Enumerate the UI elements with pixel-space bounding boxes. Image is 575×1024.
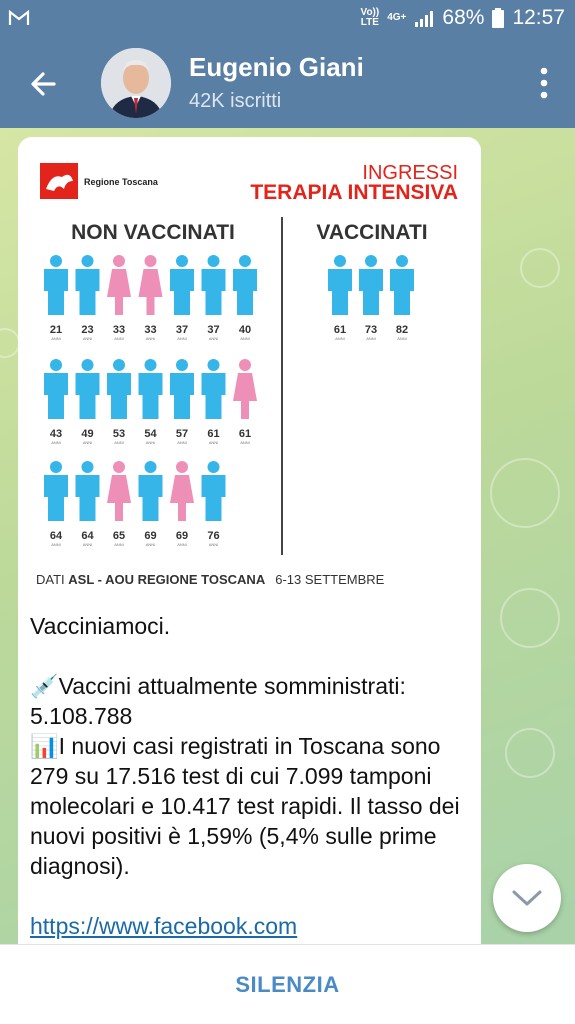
- mute-button[interactable]: SILENZIA: [235, 972, 340, 997]
- male-figure: [359, 255, 383, 341]
- female-figure: [233, 359, 257, 445]
- message-bubble[interactable]: [18, 137, 481, 957]
- age-unit-label: ANNI: [177, 336, 187, 341]
- female-figure: [139, 255, 163, 341]
- female-figure: [107, 255, 131, 341]
- channel-avatar[interactable]: [101, 48, 171, 118]
- age-label: 23: [81, 324, 94, 336]
- male-figure: [44, 359, 68, 445]
- chat-header: [0, 40, 575, 128]
- clock: 12:57: [512, 6, 565, 29]
- syringe-emoji: 💉: [30, 673, 59, 699]
- vaccines-text: Vaccini attualmente somministrati: 5.108.788: [30, 673, 406, 729]
- age-unit-label: ANNI: [51, 336, 61, 341]
- heading-non-vaccinati: NON VACCINATI: [71, 221, 235, 244]
- age-unit-label: ANNI: [114, 542, 124, 547]
- age-unit-label: ANNI: [51, 542, 61, 547]
- age-label: 40: [238, 324, 252, 336]
- male-figure: [76, 461, 100, 547]
- male-figure: [390, 255, 414, 341]
- bar-chart-emoji: 📊: [30, 733, 59, 759]
- age-unit-label: ANNI: [145, 336, 156, 341]
- male-figure: [139, 359, 163, 445]
- male-figure: [44, 461, 68, 547]
- female-figure: [170, 461, 194, 547]
- doodle: [490, 458, 560, 528]
- message-intro: Vacciniamoci.: [30, 613, 171, 639]
- male-figure: [107, 359, 131, 445]
- scroll-down-button[interactable]: [493, 864, 561, 932]
- more-vert-icon[interactable]: [537, 66, 551, 100]
- age-label: 33: [144, 324, 157, 336]
- age-label: 57: [175, 428, 189, 440]
- heading-vaccinati: VACCINATI: [316, 221, 428, 244]
- male-figure: [76, 359, 100, 445]
- age-label: 49: [81, 428, 94, 440]
- age-unit-label: ANNI: [51, 440, 61, 445]
- doodle: [520, 248, 560, 288]
- age-label: 21: [49, 324, 63, 336]
- male-figure: [202, 461, 226, 547]
- status-bar: [0, 0, 575, 40]
- age-label: 64: [81, 530, 94, 542]
- age-unit-label: ANNI: [208, 440, 219, 445]
- age-label: 61: [207, 428, 220, 440]
- age-unit-label: ANNI: [177, 542, 187, 547]
- channel-name[interactable]: Eugenio Giani: [189, 52, 364, 82]
- facebook-link[interactable]: https://www.facebook.com: [30, 913, 298, 939]
- male-figure: [328, 255, 352, 341]
- age-unit-label: ANNI: [82, 336, 93, 341]
- chevron-down-icon: [493, 864, 561, 932]
- age-unit-label: ANNI: [114, 440, 124, 445]
- battery-percent: 68%: [442, 6, 485, 29]
- age-unit-label: ANNI: [82, 542, 93, 547]
- age-label: 76: [207, 530, 220, 542]
- age-unit-label: ANNI: [397, 336, 407, 341]
- age-label: 82: [395, 324, 409, 336]
- age-unit-label: ANNI: [240, 336, 250, 341]
- doodle: [505, 728, 555, 778]
- age-label: 43: [49, 428, 63, 440]
- infographic-image[interactable]: [18, 137, 481, 607]
- male-figure: [202, 359, 226, 445]
- logo-text: Regione Toscana: [84, 177, 158, 187]
- male-figure: [44, 255, 68, 341]
- age-label: 53: [112, 428, 126, 440]
- age-unit-label: ANNI: [208, 336, 219, 341]
- age-unit-label: ANNI: [208, 542, 219, 547]
- age-label: 37: [207, 324, 220, 336]
- male-figure: [170, 359, 194, 445]
- message-text: [30, 611, 470, 941]
- age-unit-label: ANNI: [145, 440, 156, 445]
- volte-indicator: Vo)) LTE: [360, 7, 380, 28]
- cases-text: I nuovi casi registrati in Toscana sono 279 su 17.516 test di cui 7.099 tamponi molecolari e 10.417 test rapidi. Il tasso dei nuovi positivi è 1,59% (5,4% sulle prime diagnosi).: [30, 733, 460, 879]
- infographic-title-line2: TERAPIA INTENSIVA: [250, 181, 458, 204]
- male-figure: [139, 461, 163, 547]
- age-label: 33: [112, 324, 126, 336]
- infographic-footer: DATI ASL - AOU REGIONE TOSCANA 6-13 SETTEMBRE: [36, 572, 385, 587]
- age-label: 64: [49, 530, 63, 542]
- doodle: [500, 588, 560, 648]
- age-unit-label: ANNI: [240, 440, 250, 445]
- age-label: 61: [333, 324, 347, 336]
- male-figure: [202, 255, 226, 341]
- age-unit-label: ANNI: [145, 542, 156, 547]
- age-label: 69: [175, 530, 189, 542]
- age-unit-label: ANNI: [177, 440, 187, 445]
- age-unit-label: ANNI: [114, 336, 124, 341]
- gmail-icon: [8, 9, 30, 27]
- male-figure: [76, 255, 100, 341]
- battery-icon: [492, 8, 504, 28]
- bottom-bar: [0, 944, 575, 1024]
- female-figure: [107, 461, 131, 547]
- signal-icon: [414, 9, 434, 27]
- subscriber-count: 42K iscritti: [189, 90, 282, 112]
- male-figure: [170, 255, 194, 341]
- back-arrow-icon[interactable]: [24, 64, 64, 104]
- age-unit-label: ANNI: [366, 336, 376, 341]
- male-figure: [233, 255, 257, 341]
- infographic-title-line1: INGRESSI: [362, 162, 458, 184]
- age-label: 61: [238, 428, 252, 440]
- age-label: 65: [112, 530, 126, 542]
- age-label: 69: [144, 530, 157, 542]
- age-unit-label: ANNI: [335, 336, 345, 341]
- age-unit-label: ANNI: [82, 440, 93, 445]
- age-label: 73: [364, 324, 378, 336]
- age-label: 37: [175, 324, 189, 336]
- age-label: 54: [144, 428, 157, 440]
- network-indicator: 4G+: [387, 12, 407, 23]
- doodle: [0, 328, 20, 358]
